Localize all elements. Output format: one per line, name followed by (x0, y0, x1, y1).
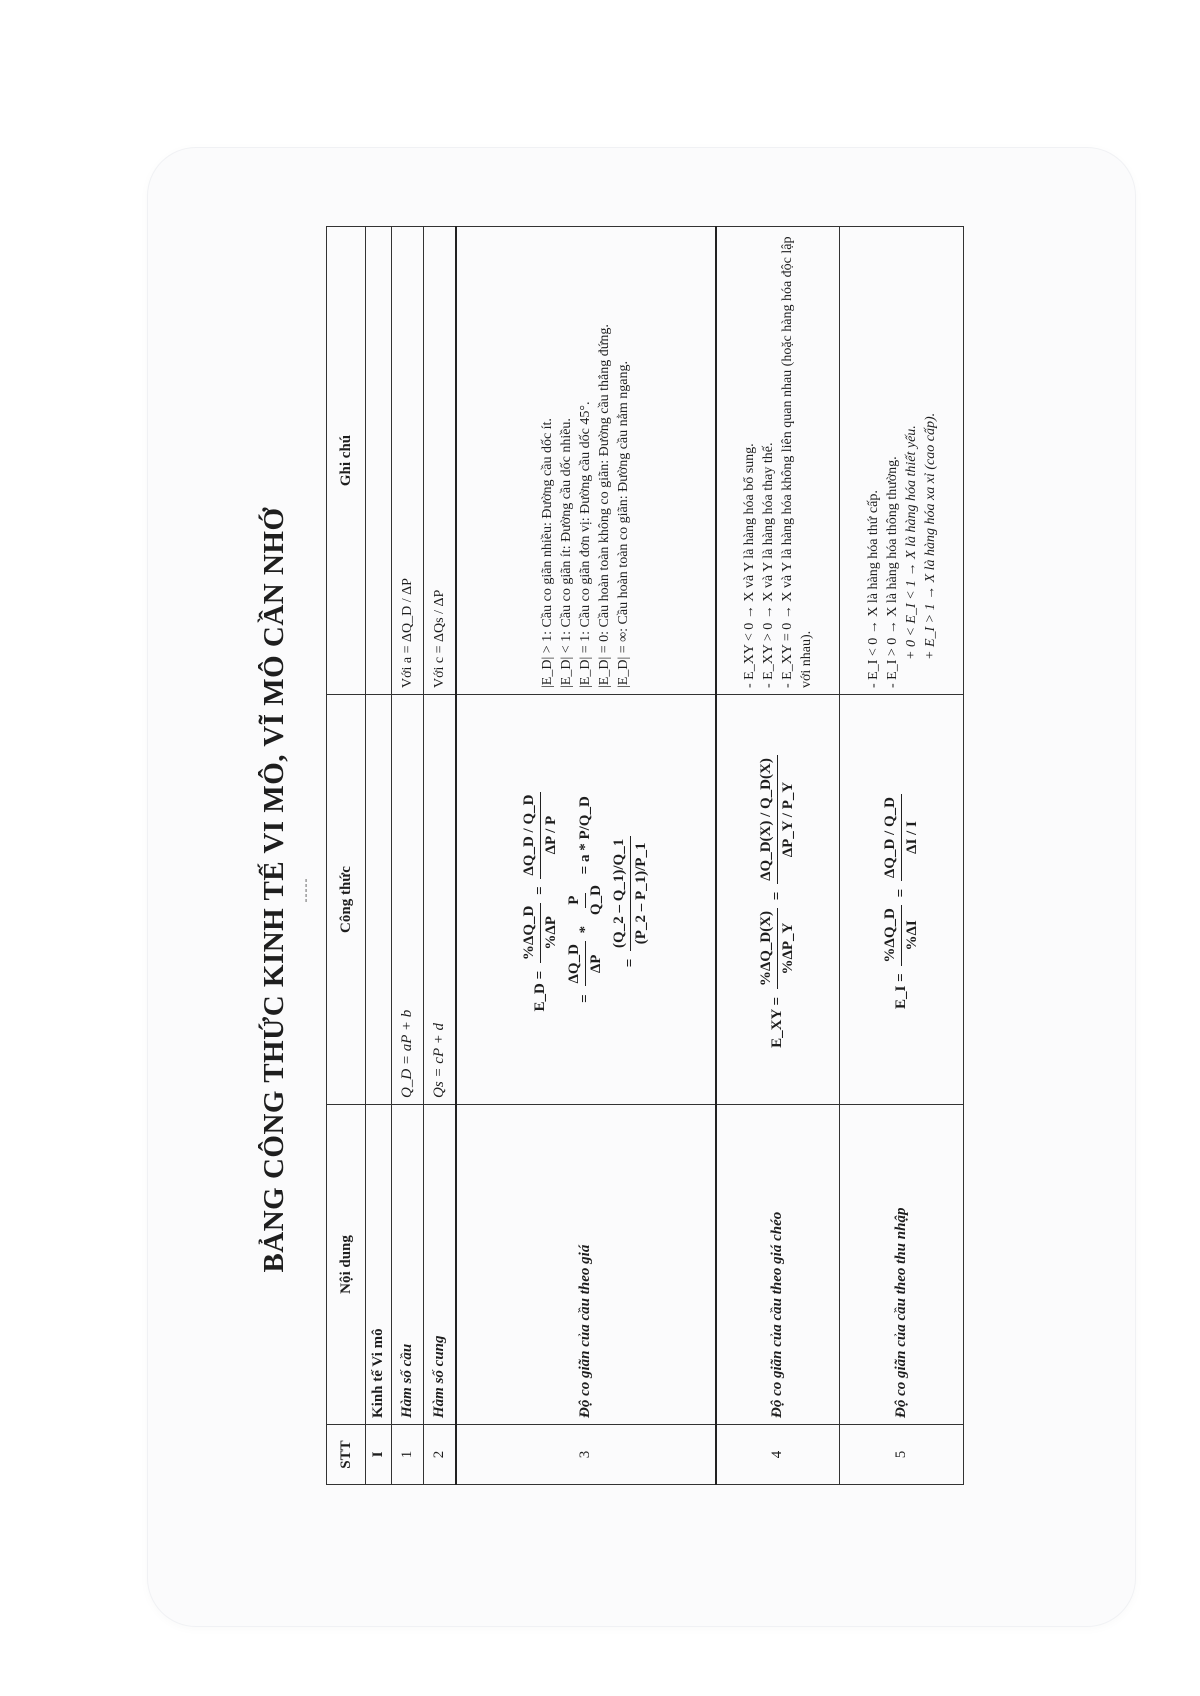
table-header-row (327, 227, 366, 1485)
note-line: |E_D| = 1: Cầu co giãn đơn vị: Đường cầu dốc 45°. (578, 401, 593, 688)
income-elasticity-formula: E_I = %ΔQ_D %ΔI = ΔQ_D / Q_D ΔI / I (840, 695, 964, 1105)
note-line: - E_XY = 0 → X và Y là hàng hóa không liên quan nhau (hoặc hàng hóa độc lập với nhau). (779, 236, 814, 688)
table-row (716, 227, 840, 1485)
row-content: Độ co giãn của cầu theo thu nhập (840, 1105, 964, 1425)
note-line: + E_I > 1 → X là hàng hóa xa xỉ (cao cấp). (922, 412, 938, 660)
formula-numerator: ΔQ_D / Q_D (882, 794, 902, 881)
rotated-document-page (150, 150, 1130, 1630)
formula-denominator: Q_D (588, 885, 604, 916)
formula-denominator: %ΔP_Y (780, 922, 797, 975)
header-stt: STT (327, 1425, 366, 1485)
header-content: Nội dung (327, 1105, 366, 1425)
note-line: |E_D| < 1: Cầu co giãn ít: Đường cầu dốc nhiều. (559, 418, 574, 688)
row-note: Với a = ΔQ_D / ΔP (392, 227, 424, 695)
row-note-list (840, 227, 964, 695)
formula-numerator: %ΔQ_D (882, 905, 902, 965)
note-line: - E_I < 0 → X là hàng hóa thứ cấp. (865, 490, 881, 688)
header-note: Ghi chú (327, 227, 366, 695)
formula-lhs: E_XY = (769, 996, 786, 1048)
table-row (840, 227, 964, 1485)
formula-denominator: ΔP (588, 954, 604, 974)
formula-numerator: P (566, 893, 586, 908)
elasticity-price-formula: E_D = %ΔQ_D %ΔP = ΔQ_D / Q_D ΔP / P = ΔQ_D ΔP * P Q_D = a * P/Q_D = (Q_2 – Q_1)/Q_1 (P_2 – P_1)/P_1 (456, 695, 716, 1105)
formula-numerator: ΔQ_D (566, 941, 586, 986)
note-line: - E_I > 0 → X là hàng hóa thông thường. (884, 456, 900, 688)
table-row (392, 227, 424, 1485)
note-line: + 0 < E_I < 1 → X là hàng hóa thiết yếu. (903, 425, 919, 660)
row-content: Độ co giãn của cầu theo giá (456, 1105, 716, 1425)
header-formula: Công thức (327, 695, 366, 1105)
row-number: 2 (424, 1425, 456, 1485)
formula-denominator: ΔP / P (543, 815, 559, 855)
formula-tail: = a * P/Q_D (576, 796, 593, 875)
row-note-list (456, 227, 716, 695)
row-content: Độ co giãn của cầu theo giá chéo (716, 1105, 840, 1425)
formula-numerator: %ΔQ_D (521, 903, 541, 963)
row-number: 1 (392, 1425, 424, 1485)
cross-elasticity-formula: E_XY = %ΔQ_D(X) %ΔP_Y = ΔQ_D(X) / Q_D(X) ΔP_Y / P_Y (716, 695, 840, 1105)
title-divider: ----- (298, 877, 312, 903)
section-label: Kinh tế Vi mô (366, 1105, 392, 1425)
note-line: |E_D| > 1: Cầu co giãn nhiều: Đường cầu dốc ít. (540, 418, 555, 688)
section-number: I (366, 1425, 392, 1485)
row-number: 3 (456, 1425, 716, 1485)
section-row (366, 227, 392, 1485)
formula-numerator: %ΔQ_D(X) (758, 908, 778, 989)
table-row (456, 227, 716, 1485)
formula-numerator: ΔQ_D(X) / Q_D(X) (758, 755, 778, 884)
row-note-list (716, 227, 840, 695)
note-line: - E_XY > 0 → X và Y là hàng hóa thay thế. (760, 442, 776, 688)
formula-table (326, 226, 964, 1485)
table-row (424, 227, 456, 1485)
note-line: |E_D| = 0: Cầu hoàn toàn không co giãn: Đường cầu thẳng đứng. (597, 324, 612, 688)
formula-denominator: (P_2 – P_1)/P_1 (633, 842, 649, 945)
formula-denominator: ΔP_Y / P_Y (780, 781, 797, 858)
row-formula: Q_D = aP + b (392, 695, 424, 1105)
row-formula: Qs = cP + d (424, 695, 456, 1105)
formula-lhs: E_I = (892, 973, 909, 1009)
note-line: - E_XY < 0 → X và Y là hàng hóa bổ sung. (741, 443, 757, 688)
row-number: 4 (716, 1425, 840, 1485)
row-content: Hàm số cầu (392, 1105, 424, 1425)
formula-numerator: (Q_2 – Q_1)/Q_1 (611, 836, 631, 951)
row-note: Với c = ΔQs / ΔP (424, 227, 456, 695)
note-line: |E_D| = ∞: Cầu hoàn toàn co giãn: Đường cầu nằm ngang. (616, 361, 631, 688)
formula-numerator: ΔQ_D / Q_D (521, 792, 541, 879)
formula-lhs: E_D = (531, 970, 548, 1012)
formula-denominator: ΔI / I (904, 821, 920, 854)
formula-denominator: %ΔI (904, 920, 920, 951)
document-title: BẢNG CÔNG THỨC KINH TẾ VI MÔ, VĨ MÔ CẦN NHỚ (258, 507, 290, 1273)
formula-denominator: %ΔP (543, 916, 559, 950)
row-content: Hàm số cung (424, 1105, 456, 1425)
row-number: 5 (840, 1425, 964, 1485)
